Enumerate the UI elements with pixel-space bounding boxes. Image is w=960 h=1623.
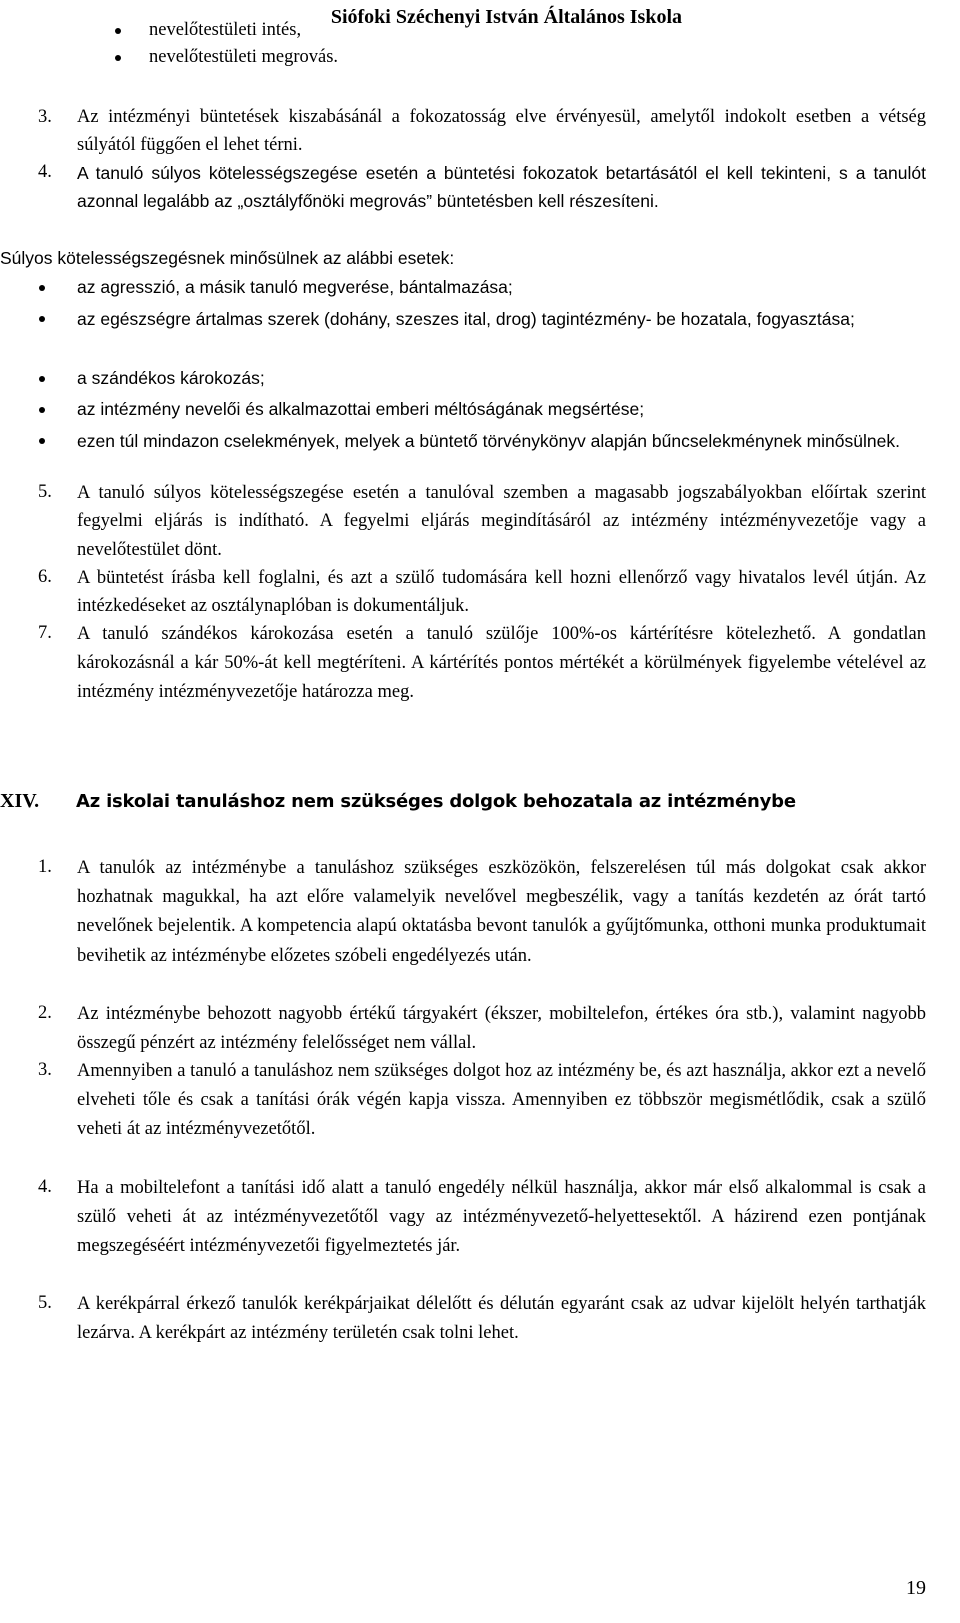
item-text: Az intézményi büntetések kiszabásánál a fokozatosság elve érvényesül, amelytől indokolt esetben a vétség súlyától függően el lehet térni.	[77, 107, 926, 155]
bullet-icon	[39, 316, 45, 322]
item-number: 4.	[38, 1177, 52, 1197]
item-text: Ha a mobiltelefont a tanítási idő alatt a tanuló engedély nélkül használja, akkor már első alkalommal is csak a szülő veheti át az intézményvezetőtől vagy az intézményvezető-helyettesektől. A házirend ezen pontjának megszegéséért intézményvezetői figyelmeztetés jár.	[77, 1178, 926, 1256]
item-text: A tanuló súlyos kötelességszegése esetén a büntetési fokozatok betartásától el kell tekinteni, s a tanulót azonnal legalább az „osztályfőnöki megrovás” büntetésben kell részesíteni.	[77, 163, 926, 211]
list-item-text: nevelőtestületi megrovás.	[149, 47, 339, 67]
numbered-list-b	[0, 479, 960, 736]
list-item	[0, 104, 960, 159]
item-number: 5.	[38, 1293, 52, 1313]
list-item-text: az intézmény nevelői és alkalmazottai emberi méltóságának megsértése;	[77, 399, 645, 419]
bullet-icon	[115, 28, 121, 34]
list-item	[0, 44, 960, 71]
item-text: A tanuló súlyos kötelességszegése esetén a tanulóval szemben a magasabb jogszabályokban előírtak szerint fegyelmi eljárás is indítható. A fegyelmi eljárás megindításáról az intézmény intézményvezetője vagy a nevelőtestület dönt.	[77, 483, 926, 560]
list-item	[0, 17, 960, 44]
item-text: Az intézménybe behozott nagyobb értékű tárgyakért (ékszer, mobiltelefon, értékes óra stb.), valamint nagyobb összegű pénzért az intézmény felelősséget nem vállal.	[77, 1004, 926, 1053]
list-item	[0, 620, 960, 736]
serious-intro: Súlyos kötelességszegésnek minősülnek az alábbi esetek:	[0, 248, 455, 268]
list-item-text: nevelőtestületi intés,	[149, 20, 302, 40]
serious-cases	[0, 245, 960, 482]
list-item	[0, 1290, 960, 1378]
list-item	[0, 396, 960, 427]
list-item	[0, 1174, 960, 1290]
page-number: 19	[906, 1577, 926, 1599]
page-header: Siófoki Széchenyi István Általános Iskola	[330, 6, 682, 28]
numbered-list-c	[0, 854, 960, 1378]
list-item	[0, 1057, 960, 1174]
list-item	[0, 1000, 960, 1057]
numbered-list-a	[0, 104, 960, 244]
section-number: XIV.	[0, 790, 40, 812]
item-number: 6.	[38, 567, 52, 587]
item-number: 7.	[38, 623, 52, 643]
list-item-text: az egészségre ártalmas szerek (dohány, szeszes ital, drog) tagintézmény- be hozatala, fogyasztása;	[77, 309, 855, 329]
list-item	[0, 159, 960, 244]
list-item	[0, 854, 960, 1000]
top-bullet-list	[0, 17, 960, 71]
item-number: 4.	[38, 162, 52, 182]
bullet-icon	[39, 376, 45, 382]
list-item	[0, 365, 960, 396]
list-item	[0, 564, 960, 620]
bullet-icon	[39, 407, 45, 413]
item-number: 3.	[38, 107, 52, 127]
serious-intro-row	[0, 245, 960, 274]
bullet-icon	[39, 285, 45, 291]
item-number: 1.	[38, 857, 52, 877]
list-item-text: a szándékos károkozás;	[77, 368, 265, 388]
bullet-icon	[115, 55, 121, 61]
item-number: 5.	[38, 482, 52, 502]
section-heading	[0, 780, 960, 820]
list-item	[0, 274, 960, 305]
item-number: 3.	[38, 1060, 52, 1080]
item-text: A büntetést írásba kell foglalni, és azt a szülő tudomására kell hozni ellenőrző vagy hivatalos levél útján. Az intézkedéseket az osztálynaplóban is dokumentáljuk.	[77, 568, 926, 617]
list-item	[0, 479, 960, 564]
item-number: 2.	[38, 1003, 52, 1023]
list-item	[0, 427, 960, 482]
list-item	[0, 305, 960, 365]
item-text: A tanulók az intézménybe a tanuláshoz szükséges eszközökön, felszerelésen túl más dolgokat csak akkor hozhatnak magukkal, ha azt előre valamelyik nevelővel megbeszélik, vagy a tanítás kezdetén az órát tartó nevelőnek bejelentik. A kompetencia alapú oktatásba bevont tanulók a gyűjtőmunka, otthoni munka produktumait bevihetik az intézménybe előzetes szóbeli engedélyezés után.	[77, 858, 926, 966]
item-text: A tanuló szándékos károkozása esetén a tanuló szülője 100%-os kártérítésre kötelezhető. A gondatlan károkozásnál a kár 50%-át kell megtéríteni. A kártérítés pontos mértékét a körülmények figyelembe vételével az intézmény intézményvezetője határozza meg.	[77, 624, 926, 702]
list-item-text: az agresszió, a másik tanuló megverése, bántalmazása;	[77, 277, 513, 297]
list-item-text: ezen túl mindazon cselekmények, melyek a büntető törvénykönyv alapján bűncselekménynek minősülnek.	[77, 431, 900, 451]
section-title: Az iskolai tanuláshoz nem szükséges dolgok behozatala az intézménybe	[76, 791, 796, 812]
item-text: A kerékpárral érkező tanulók kerékpárjaikat délelőtt és délután egyaránt csak az udvar kijelölt helyén tarthatják lezárva. A kerékpárt az intézmény területén csak tolni lehet.	[77, 1294, 926, 1343]
item-text: Amennyiben a tanuló a tanuláshoz nem szükséges dolgot hoz az intézmény be, és azt használja, akkor ezt a nevelő elveheti tőle és csak a tanítási órák végén kapja vissza. Amennyiben ez többször megismétlődik, csak a szülő veheti át az intézményvezetőtől.	[77, 1061, 926, 1139]
bullet-icon	[39, 438, 45, 444]
